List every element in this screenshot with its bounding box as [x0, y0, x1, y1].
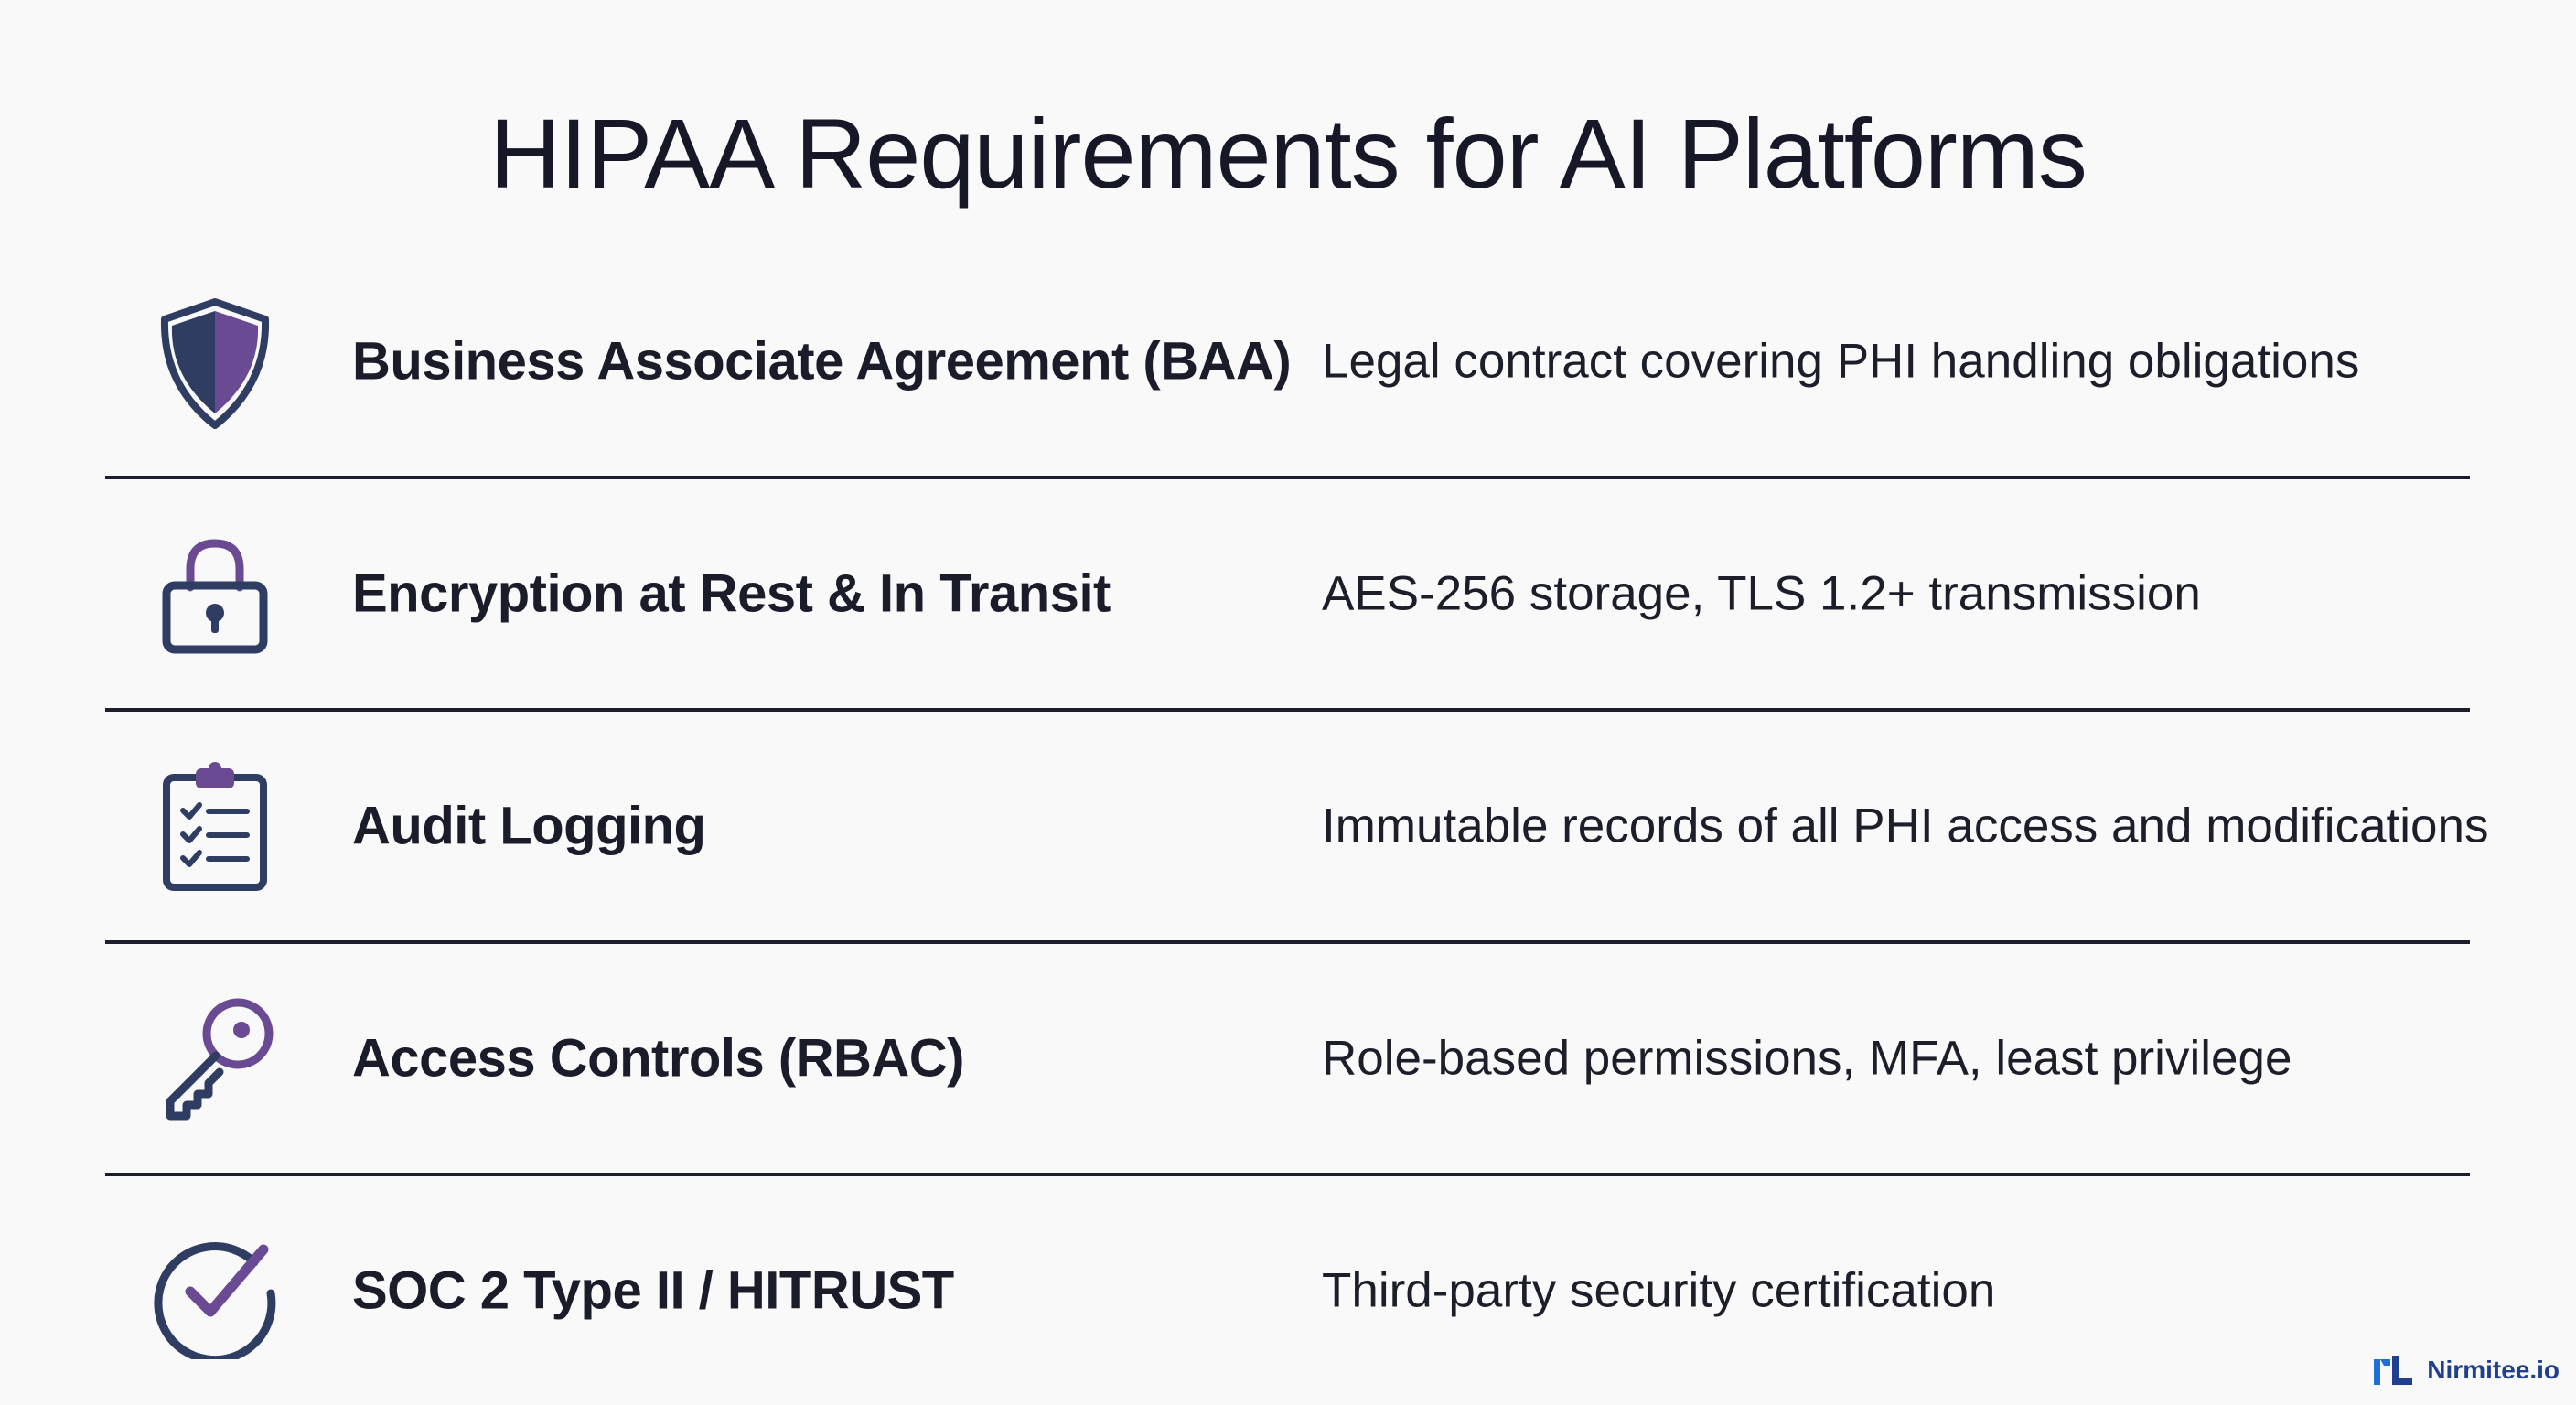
key-icon [146, 990, 284, 1127]
requirement-description: Immutable records of all PHI access and modifications [1322, 799, 2489, 853]
clipboard-checklist-icon [146, 757, 284, 895]
requirements-list [105, 247, 2489, 1405]
requirement-row-audit [105, 712, 2489, 944]
requirement-row-certification [105, 1176, 2470, 1405]
requirement-description: AES-256 storage, TLS 1.2+ transmission [1322, 566, 2201, 621]
brand-logo [2372, 1354, 2560, 1387]
nirmitee-logo-icon [2372, 1354, 2414, 1387]
requirement-description: Legal contract covering PHI handling obligations [1322, 334, 2360, 389]
check-circle-icon [146, 1222, 284, 1359]
requirement-label: Access Controls (RBAC) [352, 1028, 964, 1089]
requirement-label: SOC 2 Type II / HITRUST [352, 1260, 954, 1321]
requirement-row-baa [105, 247, 2470, 479]
requirement-label: Business Associate Agreement (BAA) [352, 331, 1292, 391]
shield-icon [146, 293, 284, 430]
requirement-row-encryption [105, 479, 2470, 712]
requirement-label: Encryption at Rest & In Transit [352, 563, 1111, 624]
requirement-label: Audit Logging [352, 796, 706, 856]
requirement-row-access [105, 944, 2470, 1176]
requirement-description: Third-party security certification [1322, 1263, 1996, 1318]
page-title: HIPAA Requirements for AI Platforms [489, 98, 2087, 209]
requirement-description: Role-based permissions, MFA, least privilege [1322, 1031, 2292, 1086]
lock-icon [146, 525, 284, 662]
brand-name: Nirmitee.io [2427, 1356, 2560, 1384]
